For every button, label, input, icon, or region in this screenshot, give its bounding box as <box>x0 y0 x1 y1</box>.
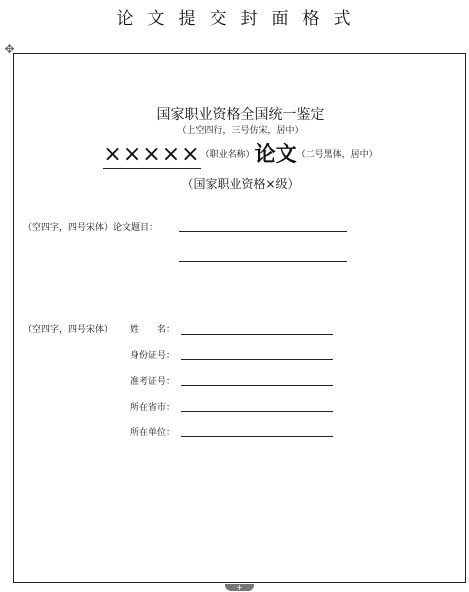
thesis-label: 论文题目： <box>113 223 159 233</box>
paper-word: 论文 <box>254 142 297 166</box>
qualification-level: （国家职业资格×级） <box>181 177 300 191</box>
page-title: 论文提交封面格式 <box>116 9 365 29</box>
thesis-title-line-1[interactable] <box>179 231 347 232</box>
occupation-note: （职业名称） <box>200 150 255 160</box>
plus-icon[interactable]: + <box>225 584 254 591</box>
exam-title-note: （上空四行，三号仿宋，居中） <box>177 126 304 136</box>
exam-number-field[interactable] <box>181 385 333 386</box>
name-label: 姓 名： <box>130 325 176 335</box>
id-number-field[interactable] <box>181 359 333 360</box>
province-field[interactable] <box>181 411 333 412</box>
exam-title: 国家职业资格全国统一鉴定 <box>156 107 325 123</box>
cover-frame[interactable] <box>13 53 466 583</box>
name-field[interactable] <box>181 334 333 335</box>
exam-number-label: 准考证号： <box>130 377 176 387</box>
info-note: （空四字，四号宋体） <box>23 325 114 335</box>
unit-field[interactable] <box>181 436 333 437</box>
thesis-title-line-2[interactable] <box>179 261 347 262</box>
thesis-row <box>23 220 158 233</box>
thesis-note: （空四字，四号宋体） <box>23 223 114 233</box>
id-number-label: 身份证号： <box>130 351 176 361</box>
move-handle-icon[interactable]: ✥ <box>4 42 15 56</box>
province-label: 所在省市： <box>130 403 176 413</box>
occupation-placeholder: ××××× <box>103 142 201 167</box>
paper-font-note: （二号黑体，居中） <box>296 150 378 160</box>
unit-label: 所在单位： <box>130 428 176 438</box>
paper-title-line <box>14 138 467 169</box>
